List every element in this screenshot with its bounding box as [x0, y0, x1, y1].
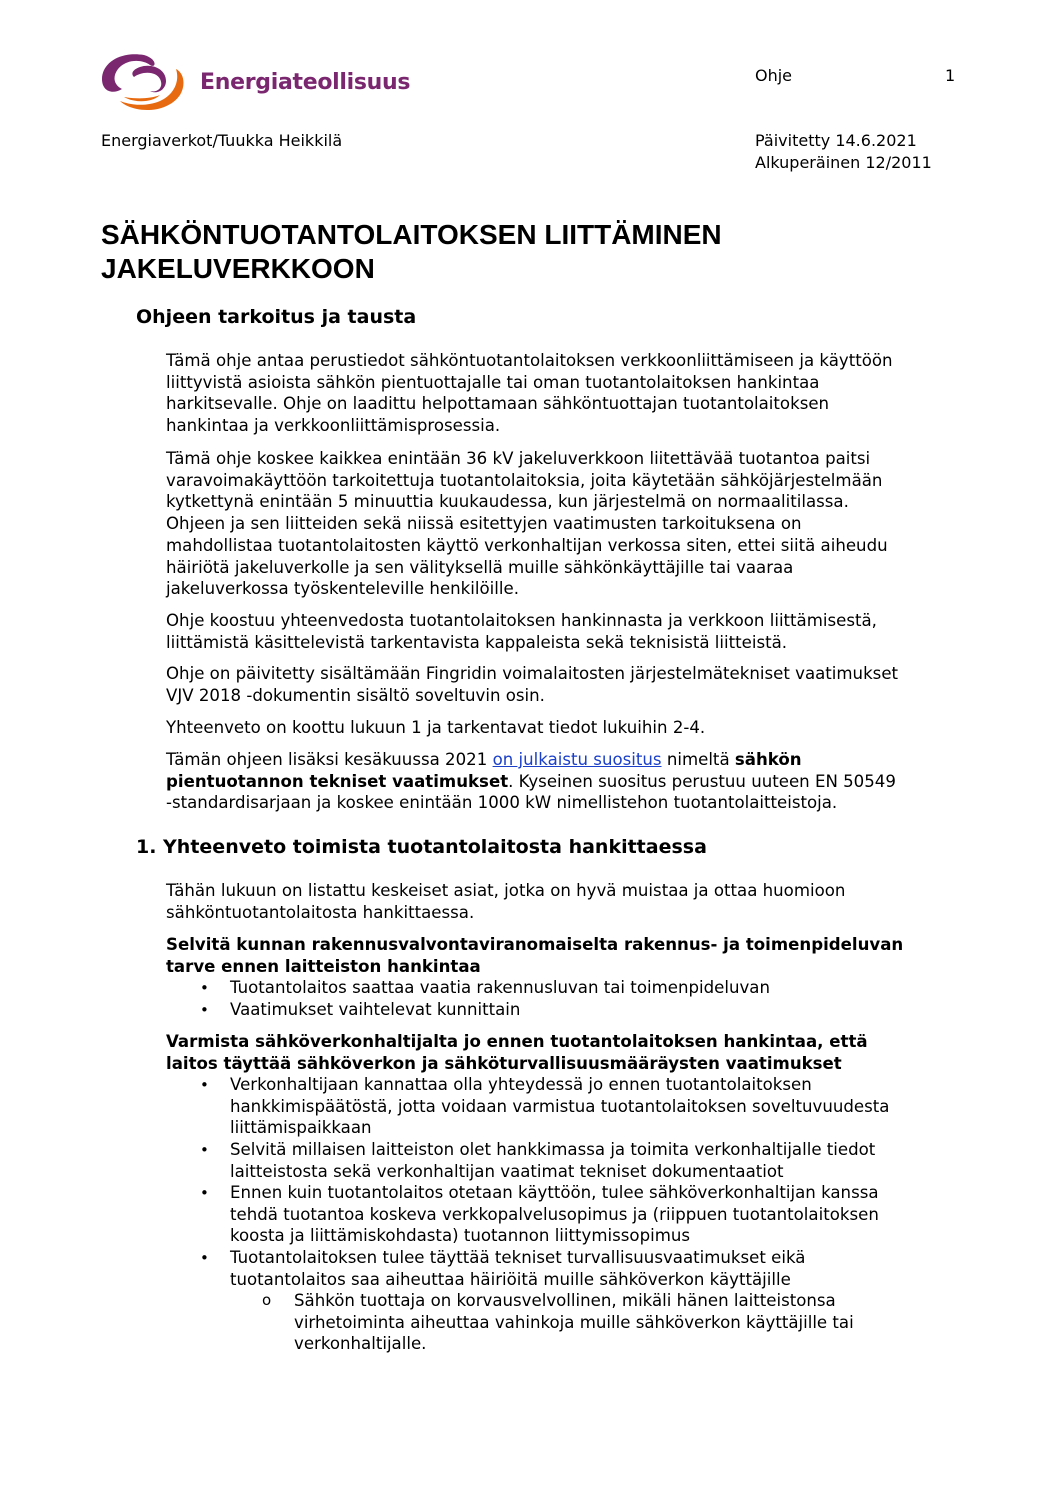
text-line: Tähän lukuun on listattu keskeiset asiat, jotka on hyvä muistaa ja ottaa huomioon — [166, 881, 846, 900]
recommendation-link[interactable]: on julkaistu suositus — [492, 750, 662, 769]
text-line: Ohje koostuu yhteenvedosta tuotantolaitoksen hankinnasta ja verkkoon liittämisestä, — [166, 611, 877, 630]
text-line: verkonhaltijalle. — [294, 1334, 427, 1354]
text-line: VJV 2018 -dokumentin sisältö soveltuvin osin. — [166, 685, 545, 705]
text-line: Ennen kuin tuotantolaitos otetaan käyttöön, tulee sähköverkonhaltijan kanssa — [230, 1183, 879, 1202]
paragraph-summary-note — [166, 717, 966, 739]
paragraph-purpose — [166, 350, 966, 437]
text-line: tuotantolaitos saa aiheuttaa häiriöitä muille sähköverkon käyttäjille — [230, 1269, 791, 1289]
text-line: hankkimispäätöstä, jotta voidaan varmistua tuotantolaitoksen soveltuvuudesta — [230, 1096, 890, 1116]
text-line: laitteistosta sekä verkonhaltijan vaatimat tekniset dokumentaatiot — [230, 1161, 784, 1181]
paragraph-structure — [166, 610, 966, 653]
text-line: koosta ja liittämiskohdasta) tuotannon liittymissopimus — [230, 1226, 691, 1246]
list-item — [230, 1247, 805, 1290]
list-item: Vaatimukset vaihtelevat kunnittain — [230, 1000, 521, 1019]
bold-text: sähkön — [734, 750, 802, 769]
bullet-icon: • — [200, 1184, 209, 1202]
sub-list-item — [294, 1290, 854, 1355]
text-line: hankintaa ja verkkoonliittämisprosessia. — [166, 416, 501, 436]
text-line: Ohje on päivitetty sisältämään Fingridin voimalaitosten järjestelmätekniset vaatimukset — [166, 664, 899, 683]
text-line: Selvitä kunnan rakennusvalvontaviranomaiselta rakennus- ja toimenpideluvan — [166, 935, 904, 954]
paragraph-scope — [166, 448, 966, 600]
page-title-line: SÄHKÖNTUOTANTOLAITOKSEN LIITTÄMINEN — [101, 219, 722, 250]
text-line: Verkonhaltijaan kannattaa olla yhteydessä jo ennen tuotantolaitoksen — [230, 1075, 812, 1094]
text-line: Yhteenveto on koottu lukuun 1 ja tarkentavat tiedot lukuihin 2-4. — [166, 718, 706, 737]
author: Energiaverkot/Tuukka Heikkilä — [101, 131, 343, 150]
text-line: sähköntuotantolaitosta hankittaessa. — [166, 902, 475, 922]
bullet-icon: • — [200, 1141, 209, 1159]
bullet-icon: • — [200, 1249, 209, 1267]
updated-date: Päivitetty 14.6.2021 — [755, 131, 917, 150]
section1-intro — [166, 880, 966, 923]
paragraph-recommendation — [166, 749, 966, 814]
text-line: liittämistä käsittelevistä tarkentavista kappaleista sekä teknisistä liitteistä. — [166, 632, 788, 652]
text-line: liittyvistä asioista sähkön pientuottajalle tai oman tuotantolaitoksen hankintaa — [166, 372, 820, 392]
block2-heading — [166, 1031, 966, 1074]
text-line: -standardisarjaan ja koskee enintään 1000 kW nimellistehon tuotantolaitteistoja. — [166, 793, 838, 813]
bullet-icon: • — [200, 979, 209, 997]
text-line: Tuotantolaitoksen tulee täyttää tekniset turvallisuusvaatimukset eikä — [230, 1248, 806, 1267]
bullet-icon: • — [200, 1076, 209, 1094]
text-line: Ohjeen ja sen liitteiden sekä niissä esitettyjen vaatimusten tarkoituksena on — [166, 514, 802, 534]
logo-text: Energiateollisuus — [200, 70, 411, 95]
text-line: mahdollistaa tuotantolaitosten käyttö verkonhaltijan verkossa siten, ettei siitä aiheudu — [166, 535, 888, 555]
list-item — [230, 1074, 889, 1139]
page-number: 1 — [945, 66, 956, 85]
text-line: liittämispaikkaan — [230, 1118, 372, 1138]
text-line: harkitsevalle. Ohje on laadittu helpottamaan sähköntuottajan tuotantolaitoksen — [166, 394, 830, 414]
sub-bullet-icon: o — [262, 1291, 272, 1309]
logo-mark-icon — [100, 49, 190, 119]
section-heading-intro: Ohjeen tarkoitus ja tausta — [136, 306, 417, 328]
text-line: virhetoiminta aiheuttaa vahinkoja muille sähköverkon käyttäjille tai — [294, 1312, 854, 1332]
text-line: tarve ennen laitteiston hankintaa — [166, 956, 481, 976]
text-line: varavoimakäyttöön tarkoitettuja tuotantolaitoksia, joita käytetään sähköjärjestelmään — [166, 470, 883, 490]
text-fragment: Tämän ohjeen lisäksi kesäkuussa 2021 — [166, 750, 493, 769]
text-line: Tämä ohje koskee kaikkea enintään 36 kV jakeluverkkoon liitettävää tuotantoa paitsi — [166, 449, 871, 468]
text-line: Selvitä millaisen laitteiston olet hankkimassa ja toimita verkonhaltijalle tiedot — [230, 1140, 876, 1159]
text-line — [166, 749, 966, 771]
bold-text: pientuotannon tekniset vaatimukset — [166, 771, 509, 791]
text-line: Tämä ohje antaa perustiedot sähköntuotantolaitoksen verkkoonliittämiseen ja käyttöön — [166, 351, 893, 370]
list-item: Tuotantolaitos saattaa vaatia rakennusluvan tai toimenpideluvan — [230, 978, 770, 997]
text-line: laitos täyttää sähköverkon ja sähköturvallisuusmääräysten vaatimukset — [166, 1053, 842, 1073]
text-line: häiriötä jakeluverkolle ja sen välityksellä muille sähkönkäyttäjille tai vaaraa — [166, 557, 794, 577]
block1-heading — [166, 934, 966, 977]
original-date: Alkuperäinen 12/2011 — [755, 153, 932, 172]
energiateollisuus-logo — [100, 49, 411, 119]
text-line: Sähkön tuottaja on korvausvelvollinen, mikäli hänen laitteistonsa — [294, 1291, 836, 1310]
text-line: tehdä tuotantoa koskeva verkkopalvelusopimus ja (riippuen tuotantolaitoksen — [230, 1204, 879, 1224]
text-line — [166, 771, 966, 793]
text-fragment: nimeltä — [661, 750, 735, 769]
text-fragment: . Kyseinen suositus perustuu uuteen EN 50549 — [508, 771, 896, 791]
doc-type: Ohje — [755, 66, 793, 85]
page-title — [101, 218, 901, 286]
page-title-line: JAKELUVERKKOON — [101, 253, 375, 284]
list-item — [230, 1182, 879, 1247]
list-item — [230, 1139, 875, 1182]
section-heading-1: 1. Yhteenveto toimista tuotantolaitosta hankittaessa — [136, 836, 707, 858]
paragraph-update — [166, 663, 966, 706]
text-line: jakeluverkossa työskenteleville henkilöille. — [166, 579, 519, 599]
text-line: kytkettynä enintään 5 minuuttia kuukaudessa, kun järjestelmä on normaalitilassa. — [166, 492, 849, 512]
bullet-icon: • — [200, 1001, 209, 1019]
text-line: Varmista sähköverkonhaltijalta jo ennen tuotantolaitoksen hankintaa, että — [166, 1032, 868, 1051]
